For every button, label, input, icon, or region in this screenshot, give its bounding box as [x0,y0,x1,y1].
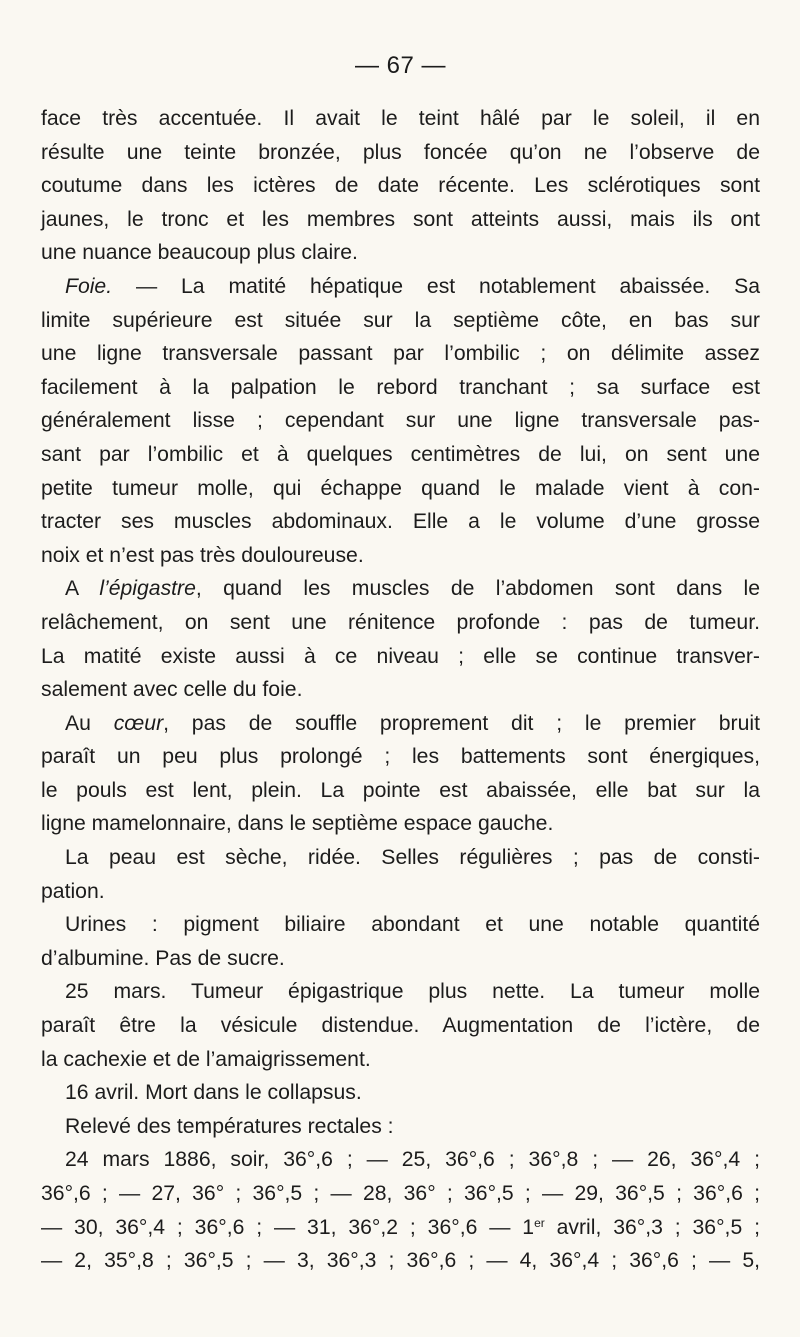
temperature-line: — 2, 35°,8 ; 36°,5 ; — 3, 36°,3 ; 36°,6 ; — 4, 36°,4 ; 36°,6 ; — 5, [41,1249,760,1273]
text-line: — La matité hépatique est notablement abaissée. Sa [135,274,760,298]
text-line: noix et n’est pas très douloureuse. [41,543,364,567]
paragraph-foie [41,270,760,304]
paragraph-coeur [41,707,760,741]
temperature-line: — 30, 36°,4 ; 36°,6 ; — 31, 36°,2 ; 36°,6 — 1er avril, 36°,3 ; 36°,5 ; [41,1215,760,1239]
text-line: facilement à la palpation le rebord tranchant ; sa surface est [41,375,760,399]
text-line: 25 mars. Tumeur épigastrique plus nette. La tumeur molle [65,980,760,1004]
text-line: généralement lisse ; cependant sur une ligne transversale pas- [41,409,760,433]
premier-number: 1 [522,1215,535,1239]
text-line: La matité existe aussi à ce niveau ; elle se continue transver- [41,644,760,668]
text-line: jaunes, le tronc et les membres sont atteints aussi, mais ils ont [41,207,760,231]
body-text [41,102,760,1278]
temperature-line: 24 mars 1886, soir, 36°,6 ; — 25, 36°,6 ; 36°,8 ; — 26, 36°,4 ; [65,1148,760,1172]
text-line: Urines : pigment biliaire abondant et une notable quantité [65,913,760,937]
text-line: , quand les muscles de l’abdomen sont dans le [195,577,761,601]
text-line: sant par l’ombilic et à quelques centimètres de lui, on sent une [41,442,760,466]
text-line: paraît un peu plus prolongé ; les battements sont énergiques, [41,745,760,769]
section-label-epigastre: l’épigastre [99,577,196,601]
text-line: salement avec celle du foie. [41,678,303,702]
coeur-prefix: Au [65,711,114,735]
text-line: , pas de souffle proprement dit ; le premier bruit [163,711,760,735]
text-line: Relevé des températures rectales : [65,1114,394,1138]
text-line: une nuance beaucoup plus claire. [41,241,358,265]
text-line: tracter ses muscles abdominaux. Elle a le volume d’une grosse [41,510,760,534]
text-line: une ligne transversale passant par l’ombilic ; on délimite assez [41,342,760,366]
paragraph-epigastre [41,572,760,606]
text-line: le pouls est lent, plein. La pointe est abaissée, elle bat sur la [41,778,760,802]
text-line: résulte une teinte bronzée, plus foncée qu’on ne l’observe de [41,140,760,164]
text-line: relâchement, on sent une rénitence profonde : pas de tumeur. [41,610,760,634]
text-line: paraît être la vésicule distendue. Augmentation de l’ictère, de [41,1014,760,1038]
text-line: coutume dans les ictères de date récente. Les sclérotiques sont [41,174,760,198]
text-line: limite supérieure est située sur la septième côte, en bas sur [41,308,760,332]
text-line: La peau est sèche, ridée. Selles régulières ; pas de consti- [65,846,760,870]
premier-superscript: er [534,1215,545,1230]
text-line: ligne mamelonnaire, dans le septième espace gauche. [41,812,554,836]
text-line: pation. [41,879,105,903]
epigastre-prefix: A [65,577,100,601]
text-line: 16 avril. Mort dans le collapsus. [65,1081,362,1105]
section-label-foie: Foie. [65,274,113,298]
text-line: face très accentuée. Il avait le teint hâlé par le soleil, il en [41,107,760,130]
page-number: — 67 — [354,52,447,79]
text-line: petite tumeur molle, qui échappe quand le malade vient à con- [41,476,760,500]
text-line: la cachexie et de l’amaigrissement. [41,1047,371,1071]
temperature-line: 36°,6 ; — 27, 36° ; 36°,5 ; — 28, 36° ; 36°,5 ; — 29, 36°,5 ; 36°,6 ; [41,1182,760,1205]
section-label-coeur: cœur [113,711,164,735]
text-line: d’albumine. Pas de sucre. [41,946,285,970]
